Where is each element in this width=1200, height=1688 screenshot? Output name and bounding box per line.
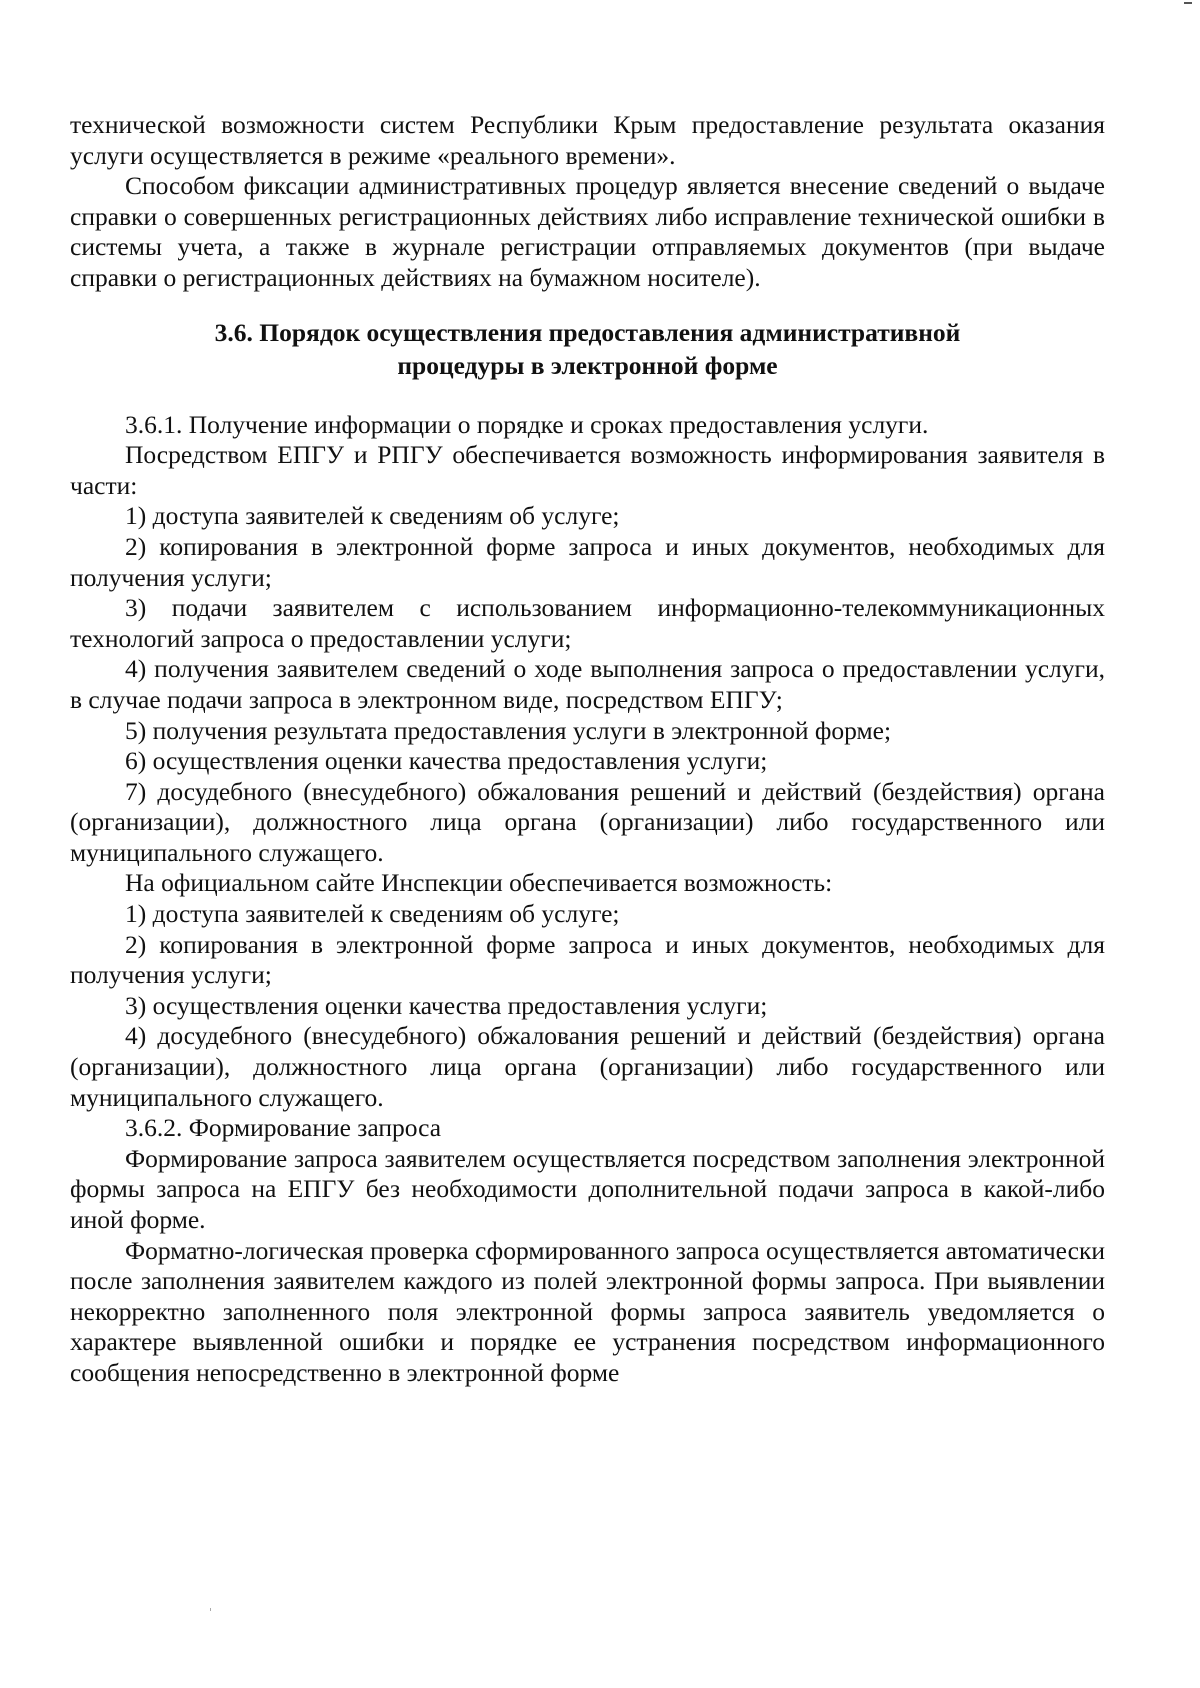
paragraph: 6) осуществления оценки качества предоставления услуги; bbox=[125, 746, 768, 776]
paragraph: 2) копирования в электронной форме запроса и иных документов, необходимых для получения услуги; bbox=[70, 929, 1105, 990]
document-page bbox=[70, 110, 1105, 1389]
paragraph: 1) доступа заявителей к сведениям об услуге; bbox=[125, 501, 620, 531]
paragraph: Посредством ЕПГУ и РПГУ обеспечивается возможность информирования заявителя в части: bbox=[70, 440, 1105, 500]
paragraph: Способом фиксации административных процедур является внесение сведений о выдаче справки о совершенных регистрационных действиях либо исправление технической ошибки в системы учета, а также в журнале регистрации отправляемых документов (при выдаче справки о регистрационных действиях на бумажном носителе). bbox=[70, 171, 1105, 292]
paragraph: Форматно-логическая проверка сформированного запроса осуществляется автоматически после заполнения заявителем каждого из полей электронной формы запроса. При выявлении некорректно заполненного поля электронной формы запроса заявитель уведомляется о характере выявленной ошибки и порядке ее устранения посредством информационного сообщения непосредственно в электронной форме bbox=[70, 1235, 1105, 1387]
paragraph: 7) досудебного (внесудебного) обжалования решений и действий (бездействия) органа (организации), должностного лица органа (организации) либо государственного или муниципального служащего. bbox=[70, 776, 1105, 867]
paragraph: 3.6.2. Формирование запроса bbox=[125, 1113, 442, 1143]
paragraph: 3.6.1. Получение информации о порядке и сроках предоставления услуги. bbox=[125, 409, 929, 439]
paragraph: Формирование запроса заявителем осуществляется посредством заполнения электронной формы запроса на ЕПГУ без необходимости дополнительной подачи запроса в какой-либо иной форме. bbox=[70, 1143, 1105, 1234]
scan-dot-mark bbox=[210, 1608, 211, 1611]
paragraph: 3) подачи заявителем с использованием информационно-телекоммуникационных технологий запроса о предоставлении услуги; bbox=[70, 593, 1105, 653]
paragraph: 4) получения заявителем сведений о ходе выполнения запроса о предоставлении услуги, в случае подачи запроса в электронном виде, посредством ЕПГУ; bbox=[70, 654, 1105, 714]
paragraph: 2) копирования в электронной форме запроса и иных документов, необходимых для получения услуги; bbox=[70, 531, 1105, 592]
section-heading-line-2: процедуры в электронной форме bbox=[397, 350, 778, 380]
scan-corner-mark bbox=[1184, 2, 1192, 4]
spacer bbox=[70, 294, 1105, 316]
paragraph: 5) получения результата предоставления услуги в электронной форме; bbox=[125, 715, 892, 745]
text-block-after-heading bbox=[70, 410, 1105, 1389]
paragraph: 1) доступа заявителей к сведениям об услуге; bbox=[125, 899, 620, 929]
paragraph: На официальном сайте Инспекции обеспечивается возможность: bbox=[125, 868, 833, 898]
paragraph: 3) осуществления оценки качества предоставления услуги; bbox=[125, 990, 768, 1020]
paragraph: 4) досудебного (внесудебного) обжалования решений и действий (бездействия) органа (организации), должностного лица органа (организации) либо государственного или муниципального служащего. bbox=[70, 1021, 1105, 1112]
spacer bbox=[70, 382, 1105, 410]
paragraph: технической возможности систем Республики Крым предоставление результата оказания услуги осуществляется в режиме «реального времени». bbox=[70, 110, 1105, 170]
section-heading-line-1: 3.6. Порядок осуществления предоставления административной bbox=[214, 317, 961, 347]
text-block-before-heading bbox=[70, 110, 1105, 294]
